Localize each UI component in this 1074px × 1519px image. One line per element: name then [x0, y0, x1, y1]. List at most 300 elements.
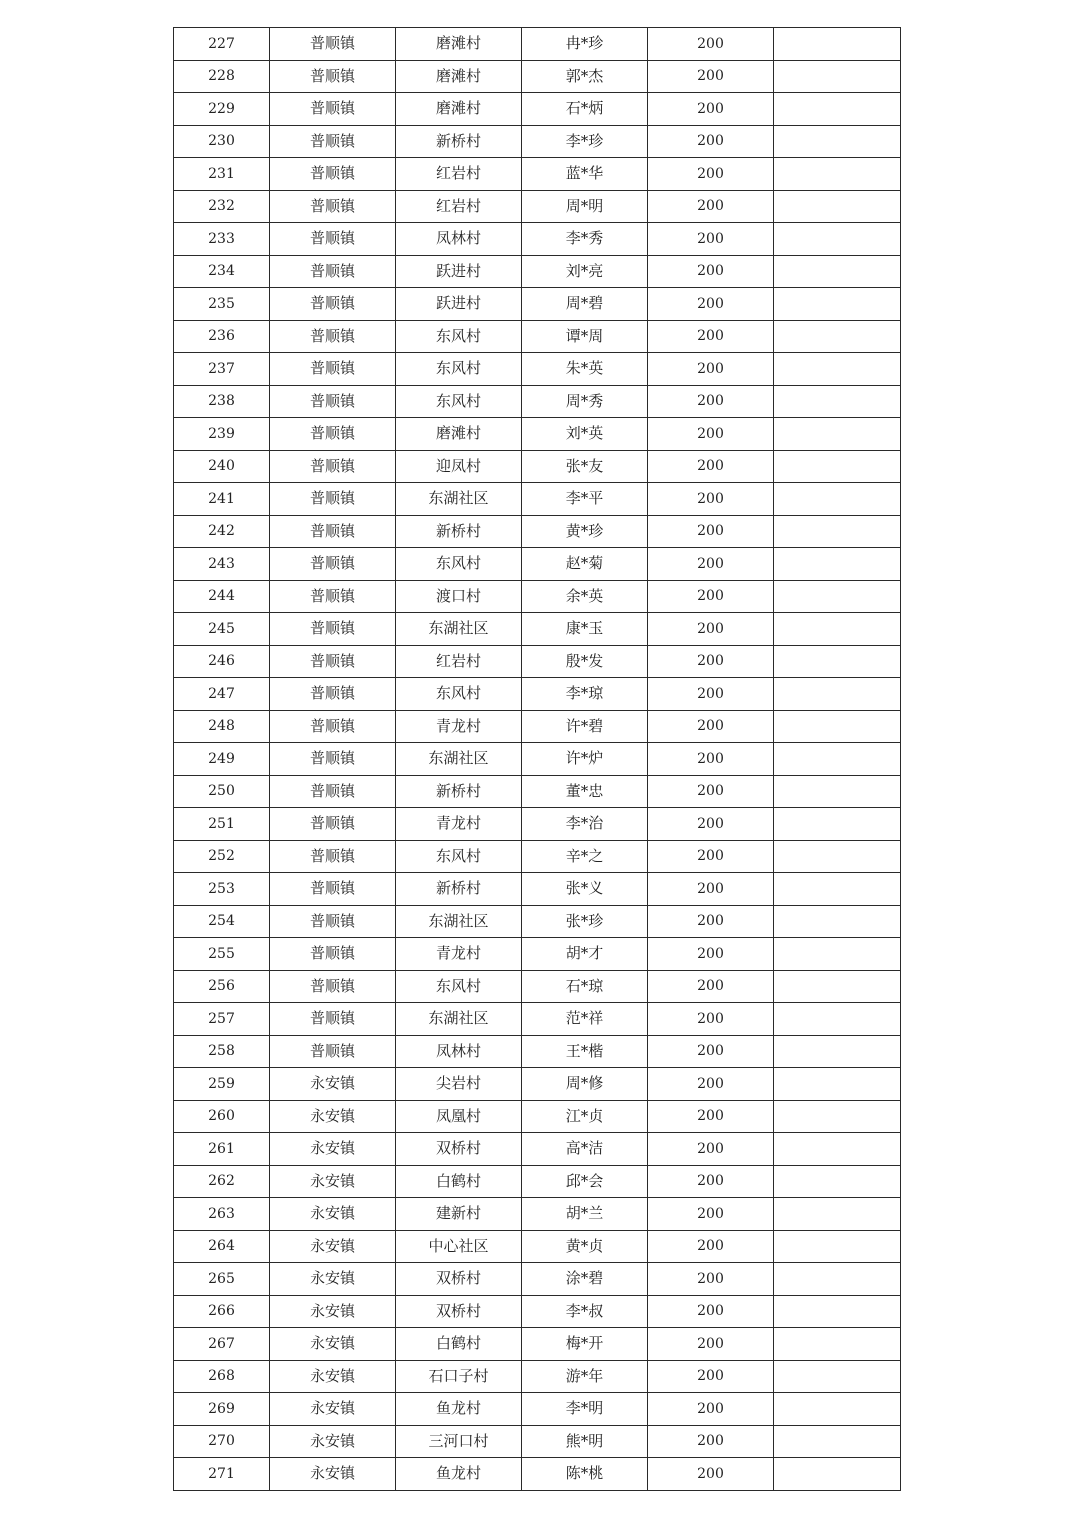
cell-town: 普顺镇: [270, 288, 396, 321]
cell-town: 永安镇: [270, 1165, 396, 1198]
cell-town: 普顺镇: [270, 613, 396, 646]
cell-village: 凤林村: [396, 223, 522, 256]
cell-town: 永安镇: [270, 1068, 396, 1101]
cell-note: [774, 93, 901, 126]
cell-town: 永安镇: [270, 1295, 396, 1328]
cell-amount: 200: [648, 775, 774, 808]
cell-note: [774, 1458, 901, 1491]
table-row: [174, 1458, 901, 1491]
cell-town: 普顺镇: [270, 353, 396, 386]
cell-number: 242: [174, 515, 270, 548]
cell-village: 新桥村: [396, 515, 522, 548]
cell-village: 中心社区: [396, 1230, 522, 1263]
cell-note: [774, 613, 901, 646]
cell-number: 249: [174, 743, 270, 776]
cell-amount: 200: [648, 645, 774, 678]
cell-number: 259: [174, 1068, 270, 1101]
table-row: [174, 450, 901, 483]
cell-person-name: 李*叔: [522, 1295, 648, 1328]
cell-note: [774, 1003, 901, 1036]
cell-person-name: 李*秀: [522, 223, 648, 256]
cell-person-name: 刘*英: [522, 418, 648, 451]
cell-amount: 200: [648, 938, 774, 971]
cell-town: 普顺镇: [270, 255, 396, 288]
cell-town: 普顺镇: [270, 808, 396, 841]
cell-person-name: 周*碧: [522, 288, 648, 321]
cell-amount: 200: [648, 840, 774, 873]
table-row: [174, 223, 901, 256]
cell-amount: 200: [648, 1068, 774, 1101]
cell-town: 普顺镇: [270, 905, 396, 938]
cell-note: [774, 1360, 901, 1393]
cell-person-name: 张*义: [522, 873, 648, 906]
table-row: [174, 1295, 901, 1328]
cell-town: 永安镇: [270, 1100, 396, 1133]
cell-amount: 200: [648, 1263, 774, 1296]
cell-number: 265: [174, 1263, 270, 1296]
cell-town: 永安镇: [270, 1133, 396, 1166]
cell-amount: 200: [648, 190, 774, 223]
table-row: [174, 353, 901, 386]
cell-person-name: 梅*开: [522, 1328, 648, 1361]
cell-note: [774, 515, 901, 548]
table-row: [174, 125, 901, 158]
cell-amount: 200: [648, 353, 774, 386]
cell-amount: 200: [648, 1133, 774, 1166]
table-row: [174, 1360, 901, 1393]
cell-number: 240: [174, 450, 270, 483]
cell-person-name: 李*珍: [522, 125, 648, 158]
cell-note: [774, 1035, 901, 1068]
table-row: [174, 775, 901, 808]
cell-number: 270: [174, 1425, 270, 1458]
cell-note: [774, 190, 901, 223]
cell-amount: 200: [648, 1100, 774, 1133]
cell-town: 普顺镇: [270, 1035, 396, 1068]
cell-note: [774, 1393, 901, 1426]
cell-village: 东风村: [396, 320, 522, 353]
table-row: [174, 743, 901, 776]
table-row: [174, 288, 901, 321]
cell-town: 永安镇: [270, 1198, 396, 1231]
cell-note: [774, 223, 901, 256]
cell-town: 普顺镇: [270, 580, 396, 613]
cell-amount: 200: [648, 1198, 774, 1231]
cell-amount: 200: [648, 1295, 774, 1328]
cell-amount: 200: [648, 1328, 774, 1361]
cell-town: 永安镇: [270, 1263, 396, 1296]
table-row: [174, 873, 901, 906]
cell-amount: 200: [648, 1360, 774, 1393]
cell-town: 普顺镇: [270, 158, 396, 191]
cell-person-name: 郭*杰: [522, 60, 648, 93]
cell-amount: 200: [648, 1165, 774, 1198]
cell-village: 建新村: [396, 1198, 522, 1231]
cell-note: [774, 743, 901, 776]
cell-note: [774, 418, 901, 451]
cell-village: 红岩村: [396, 645, 522, 678]
table-row: [174, 1425, 901, 1458]
cell-person-name: 李*琼: [522, 678, 648, 711]
cell-town: 普顺镇: [270, 223, 396, 256]
cell-amount: 200: [648, 970, 774, 1003]
cell-person-name: 石*炳: [522, 93, 648, 126]
cell-town: 普顺镇: [270, 840, 396, 873]
cell-amount: 200: [648, 710, 774, 743]
cell-number: 255: [174, 938, 270, 971]
cell-amount: 200: [648, 28, 774, 61]
cell-town: 普顺镇: [270, 125, 396, 158]
cell-town: 普顺镇: [270, 320, 396, 353]
table-row: [174, 158, 901, 191]
cell-number: 248: [174, 710, 270, 743]
roster-table: [173, 27, 901, 1491]
cell-number: 232: [174, 190, 270, 223]
cell-person-name: 游*年: [522, 1360, 648, 1393]
cell-note: [774, 288, 901, 321]
cell-number: 263: [174, 1198, 270, 1231]
cell-person-name: 王*楷: [522, 1035, 648, 1068]
cell-person-name: 张*珍: [522, 905, 648, 938]
cell-amount: 200: [648, 1003, 774, 1036]
cell-person-name: 胡*才: [522, 938, 648, 971]
cell-village: 凤凰村: [396, 1100, 522, 1133]
cell-note: [774, 905, 901, 938]
cell-amount: 200: [648, 515, 774, 548]
cell-note: [774, 385, 901, 418]
cell-note: [774, 28, 901, 61]
cell-village: 东风村: [396, 353, 522, 386]
table-row: [174, 1263, 901, 1296]
cell-amount: 200: [648, 320, 774, 353]
table-row: [174, 645, 901, 678]
table-row: [174, 1328, 901, 1361]
cell-town: 永安镇: [270, 1230, 396, 1263]
cell-person-name: 陈*桃: [522, 1458, 648, 1491]
cell-person-name: 康*玉: [522, 613, 648, 646]
cell-village: 青龙村: [396, 938, 522, 971]
cell-amount: 200: [648, 678, 774, 711]
table-row: [174, 255, 901, 288]
cell-note: [774, 255, 901, 288]
cell-number: 231: [174, 158, 270, 191]
table-row: [174, 840, 901, 873]
cell-number: 234: [174, 255, 270, 288]
cell-village: 红岩村: [396, 158, 522, 191]
cell-person-name: 胡*兰: [522, 1198, 648, 1231]
cell-person-name: 范*祥: [522, 1003, 648, 1036]
table-row: [174, 1165, 901, 1198]
cell-amount: 200: [648, 580, 774, 613]
cell-village: 双桥村: [396, 1133, 522, 1166]
cell-number: 246: [174, 645, 270, 678]
cell-note: [774, 775, 901, 808]
cell-number: 268: [174, 1360, 270, 1393]
cell-amount: 200: [648, 905, 774, 938]
cell-amount: 200: [648, 1425, 774, 1458]
cell-amount: 200: [648, 255, 774, 288]
cell-town: 普顺镇: [270, 28, 396, 61]
cell-number: 260: [174, 1100, 270, 1133]
cell-note: [774, 580, 901, 613]
cell-village: 青龙村: [396, 710, 522, 743]
cell-number: 257: [174, 1003, 270, 1036]
table-row: [174, 970, 901, 1003]
cell-amount: 200: [648, 450, 774, 483]
table-row: [174, 320, 901, 353]
cell-note: [774, 1133, 901, 1166]
cell-person-name: 谭*周: [522, 320, 648, 353]
cell-village: 东风村: [396, 678, 522, 711]
cell-amount: 200: [648, 385, 774, 418]
cell-person-name: 李*平: [522, 483, 648, 516]
roster-table-body: [174, 28, 901, 1491]
cell-person-name: 黄*贞: [522, 1230, 648, 1263]
cell-village: 东湖社区: [396, 905, 522, 938]
cell-number: 250: [174, 775, 270, 808]
table-row: [174, 190, 901, 223]
table-row: [174, 1230, 901, 1263]
cell-town: 普顺镇: [270, 385, 396, 418]
cell-amount: 200: [648, 808, 774, 841]
cell-person-name: 黄*珍: [522, 515, 648, 548]
table-row: [174, 418, 901, 451]
cell-village: 东湖社区: [396, 613, 522, 646]
table-row: [174, 678, 901, 711]
cell-note: [774, 125, 901, 158]
cell-amount: 200: [648, 158, 774, 191]
cell-town: 普顺镇: [270, 548, 396, 581]
cell-town: 永安镇: [270, 1328, 396, 1361]
cell-person-name: 辛*之: [522, 840, 648, 873]
cell-note: [774, 1230, 901, 1263]
cell-amount: 200: [648, 483, 774, 516]
cell-person-name: 冉*珍: [522, 28, 648, 61]
cell-number: 229: [174, 93, 270, 126]
cell-number: 258: [174, 1035, 270, 1068]
cell-town: 普顺镇: [270, 678, 396, 711]
cell-amount: 200: [648, 1393, 774, 1426]
cell-note: [774, 938, 901, 971]
cell-number: 230: [174, 125, 270, 158]
cell-village: 迎凤村: [396, 450, 522, 483]
cell-town: 普顺镇: [270, 190, 396, 223]
cell-note: [774, 808, 901, 841]
cell-amount: 200: [648, 60, 774, 93]
cell-number: 256: [174, 970, 270, 1003]
table-row: [174, 905, 901, 938]
cell-note: [774, 1198, 901, 1231]
cell-person-name: 董*忠: [522, 775, 648, 808]
cell-person-name: 高*洁: [522, 1133, 648, 1166]
cell-village: 白鹤村: [396, 1165, 522, 1198]
cell-town: 普顺镇: [270, 450, 396, 483]
cell-town: 普顺镇: [270, 1003, 396, 1036]
cell-town: 普顺镇: [270, 970, 396, 1003]
cell-note: [774, 548, 901, 581]
cell-village: 东湖社区: [396, 743, 522, 776]
cell-village: 跃进村: [396, 255, 522, 288]
cell-village: 凤林村: [396, 1035, 522, 1068]
cell-note: [774, 158, 901, 191]
cell-person-name: 许*碧: [522, 710, 648, 743]
cell-amount: 200: [648, 1458, 774, 1491]
table-row: [174, 808, 901, 841]
cell-person-name: 许*炉: [522, 743, 648, 776]
cell-note: [774, 320, 901, 353]
cell-person-name: 熊*明: [522, 1425, 648, 1458]
cell-amount: 200: [648, 548, 774, 581]
cell-person-name: 石*琼: [522, 970, 648, 1003]
cell-number: 266: [174, 1295, 270, 1328]
cell-town: 普顺镇: [270, 483, 396, 516]
cell-village: 磨滩村: [396, 28, 522, 61]
cell-number: 251: [174, 808, 270, 841]
cell-person-name: 朱*英: [522, 353, 648, 386]
cell-village: 新桥村: [396, 775, 522, 808]
table-row: [174, 1035, 901, 1068]
cell-village: 新桥村: [396, 873, 522, 906]
cell-number: 228: [174, 60, 270, 93]
cell-number: 237: [174, 353, 270, 386]
cell-number: 233: [174, 223, 270, 256]
table-row: [174, 1198, 901, 1231]
cell-town: 普顺镇: [270, 645, 396, 678]
cell-village: 三河口村: [396, 1425, 522, 1458]
table-row: [174, 1003, 901, 1036]
cell-town: 普顺镇: [270, 873, 396, 906]
cell-village: 东湖社区: [396, 1003, 522, 1036]
cell-person-name: 张*友: [522, 450, 648, 483]
cell-town: 永安镇: [270, 1360, 396, 1393]
cell-village: 青龙村: [396, 808, 522, 841]
table-row: [174, 515, 901, 548]
table-row: [174, 548, 901, 581]
cell-number: 264: [174, 1230, 270, 1263]
cell-village: 新桥村: [396, 125, 522, 158]
cell-note: [774, 483, 901, 516]
cell-town: 普顺镇: [270, 775, 396, 808]
cell-note: [774, 60, 901, 93]
cell-number: 271: [174, 1458, 270, 1491]
cell-town: 普顺镇: [270, 418, 396, 451]
table-row: [174, 580, 901, 613]
cell-amount: 200: [648, 873, 774, 906]
table-row: [174, 1133, 901, 1166]
table-row: [174, 1393, 901, 1426]
cell-town: 永安镇: [270, 1458, 396, 1491]
cell-village: 鱼龙村: [396, 1393, 522, 1426]
cell-village: 磨滩村: [396, 60, 522, 93]
cell-number: 269: [174, 1393, 270, 1426]
cell-town: 普顺镇: [270, 938, 396, 971]
cell-person-name: 刘*亮: [522, 255, 648, 288]
cell-note: [774, 450, 901, 483]
cell-village: 东湖社区: [396, 483, 522, 516]
cell-village: 东风村: [396, 970, 522, 1003]
cell-village: 红岩村: [396, 190, 522, 223]
cell-person-name: 李*明: [522, 1393, 648, 1426]
cell-amount: 200: [648, 223, 774, 256]
cell-town: 永安镇: [270, 1425, 396, 1458]
cell-village: 东风村: [396, 840, 522, 873]
table-row: [174, 483, 901, 516]
cell-person-name: 涂*碧: [522, 1263, 648, 1296]
cell-note: [774, 970, 901, 1003]
cell-town: 普顺镇: [270, 710, 396, 743]
cell-amount: 200: [648, 743, 774, 776]
cell-number: 236: [174, 320, 270, 353]
cell-person-name: 蓝*华: [522, 158, 648, 191]
cell-number: 238: [174, 385, 270, 418]
cell-amount: 200: [648, 1230, 774, 1263]
cell-note: [774, 1295, 901, 1328]
cell-town: 普顺镇: [270, 743, 396, 776]
cell-village: 磨滩村: [396, 93, 522, 126]
cell-note: [774, 873, 901, 906]
table-row: [174, 938, 901, 971]
cell-village: 石口子村: [396, 1360, 522, 1393]
cell-note: [774, 710, 901, 743]
cell-person-name: 江*贞: [522, 1100, 648, 1133]
cell-town: 普顺镇: [270, 515, 396, 548]
cell-town: 普顺镇: [270, 60, 396, 93]
cell-amount: 200: [648, 125, 774, 158]
cell-town: 普顺镇: [270, 93, 396, 126]
cell-person-name: 周*秀: [522, 385, 648, 418]
cell-person-name: 赵*菊: [522, 548, 648, 581]
cell-amount: 200: [648, 93, 774, 126]
table-row: [174, 60, 901, 93]
cell-note: [774, 1100, 901, 1133]
cell-note: [774, 678, 901, 711]
cell-person-name: 余*英: [522, 580, 648, 613]
cell-village: 鱼龙村: [396, 1458, 522, 1491]
table-row: [174, 613, 901, 646]
cell-note: [774, 353, 901, 386]
cell-number: 244: [174, 580, 270, 613]
table-row: [174, 385, 901, 418]
cell-village: 渡口村: [396, 580, 522, 613]
cell-village: 尖岩村: [396, 1068, 522, 1101]
cell-number: 247: [174, 678, 270, 711]
cell-person-name: 邱*会: [522, 1165, 648, 1198]
cell-note: [774, 1425, 901, 1458]
cell-number: 239: [174, 418, 270, 451]
cell-number: 262: [174, 1165, 270, 1198]
cell-amount: 200: [648, 613, 774, 646]
cell-number: 245: [174, 613, 270, 646]
cell-number: 261: [174, 1133, 270, 1166]
cell-village: 磨滩村: [396, 418, 522, 451]
cell-note: [774, 1263, 901, 1296]
cell-number: 241: [174, 483, 270, 516]
cell-number: 227: [174, 28, 270, 61]
table-row: [174, 93, 901, 126]
cell-note: [774, 840, 901, 873]
cell-village: 白鹤村: [396, 1328, 522, 1361]
cell-note: [774, 1165, 901, 1198]
cell-person-name: 周*明: [522, 190, 648, 223]
table-row: [174, 710, 901, 743]
cell-number: 243: [174, 548, 270, 581]
cell-number: 252: [174, 840, 270, 873]
table-row: [174, 28, 901, 61]
cell-person-name: 周*修: [522, 1068, 648, 1101]
cell-note: [774, 1328, 901, 1361]
cell-note: [774, 645, 901, 678]
cell-number: 254: [174, 905, 270, 938]
